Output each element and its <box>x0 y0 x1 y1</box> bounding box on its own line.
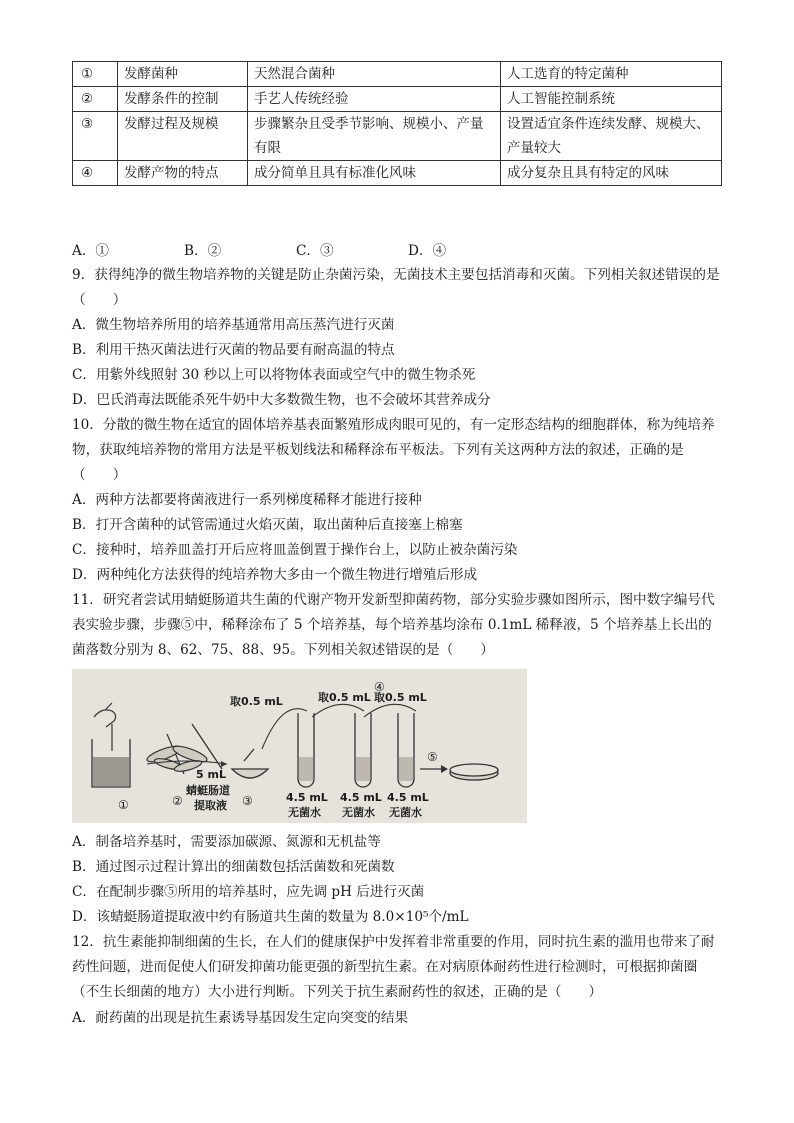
q10-option-c: C．接种时，培养皿盖打开后应将皿盖倒置于操作台上，以防止被杂菌污染 <box>72 542 518 558</box>
fermentation-comparison-table <box>72 61 722 186</box>
q8-options <box>72 239 446 263</box>
option-a: A．① <box>72 243 110 259</box>
row-number: ② <box>73 87 118 112</box>
traditional-cell: 步骤繁杂且受季节影响、规模小、产量有限 <box>248 112 501 161</box>
test-tube-icon <box>355 713 371 787</box>
step-1-label: ① <box>118 798 129 812</box>
q10-stem: 10．分散的微生物在适宜的固体培养基表面繁殖形成肉眼可见的，有一定形态结构的细胞群体，称为纯培养物，获取纯培养物的常用方法是平板划线法和稀释涂布平板法。下列有关这两种方法的叙述，正确的是（ ） <box>72 417 715 483</box>
q11-option-d: D．该蜻蜓肠道提取液中约有肠道共生菌的数量为 8.0×10⁵个/mL <box>72 909 469 925</box>
q10-option-b: B．打开含菌种的试管需通过火焰灭菌，取出菌种后直接塞上棉塞 <box>72 517 463 533</box>
option-d: D．④ <box>408 243 447 259</box>
q9-option-b: B．利用干热灭菌法进行灭菌的物品要有耐高温的特点 <box>72 342 395 358</box>
transfer-label-2: 取0.5 mL <box>318 691 371 704</box>
table-row <box>73 87 722 112</box>
petri-dish-icon <box>450 764 498 780</box>
extract-label-line2: 提取液 <box>194 799 227 812</box>
row-number: ③ <box>73 112 118 161</box>
transfer-label-3: 取0.5 mL <box>374 691 427 704</box>
modern-cell: 设置适宜条件连续发酵、规模大、产量较大 <box>501 112 722 161</box>
step-5-label: ⑤ <box>427 750 438 764</box>
table-row <box>73 112 722 161</box>
experiment-figure <box>72 669 527 823</box>
q11-option-a: A．制备培养基时，需要添加碳源、氮源和无机盐等 <box>72 834 381 850</box>
tube-water-label: 无菌水 <box>342 806 375 819</box>
option-b: B．② <box>184 243 222 259</box>
row-item: 发酵条件的控制 <box>118 87 248 112</box>
table-row <box>73 161 722 186</box>
step-4-label: ④ <box>374 680 385 694</box>
tube-water-label: 无菌水 <box>288 806 321 819</box>
traditional-cell: 天然混合菌种 <box>248 62 501 87</box>
row-number: ④ <box>73 161 118 186</box>
row-item: 发酵菌种 <box>118 62 248 87</box>
q10-option-d: D．两种纯化方法获得的纯培养物大多由一个微生物进行增殖后形成 <box>72 567 478 583</box>
modern-cell: 人工选育的特定菌种 <box>501 62 722 87</box>
q12-option-a: A．耐药菌的出现是抗生素诱导基因发生定向突变的结果 <box>72 1010 409 1026</box>
table-row <box>73 62 722 87</box>
row-item: 发酵过程及规模 <box>118 112 248 161</box>
mortar-icon <box>232 749 268 778</box>
tube-volume-label: 4.5 mL <box>286 791 328 804</box>
modern-cell: 成分复杂且具有特定的风味 <box>501 161 722 186</box>
q11-stem: 11．研究者尝试用蜻蜓肠道共生菌的代谢产物开发新型抑菌药物，部分实验步骤如图所示，图中数字编号代表实验步骤，步骤⑤中，稀释涂布了 5 个培养基，每个培养基均涂布 0.1mL 稀释液，5 个培养基上长出的菌落数分别为 8、62、75、88、95。下列相关叙述错误的是（ ） <box>72 592 715 658</box>
beaker-icon <box>92 739 130 787</box>
extract-label-line1: 蜻蜓肠道 <box>186 784 230 797</box>
dilution-diagram <box>72 669 527 823</box>
step-2-label: ② <box>172 794 183 808</box>
row-number: ① <box>73 62 118 87</box>
extract-volume-label: 5 mL <box>196 768 226 781</box>
hand-illustration <box>94 703 116 727</box>
tube-volume-label: 4.5 mL <box>387 791 429 804</box>
traditional-cell: 成分简单且具有标准化风味 <box>248 161 501 186</box>
q9-option-d: D．巴氏消毒法既能杀死牛奶中大多数微生物，也不会破坏其营养成分 <box>72 392 491 408</box>
row-item: 发酵产物的特点 <box>118 161 248 186</box>
test-tube-icon <box>298 713 314 787</box>
q9-stem: 9．获得纯净的微生物培养物的关键是防止杂菌污染，无菌技术主要包括消毒和灭菌。下列相关叙述错误的是（ ） <box>72 267 720 308</box>
option-c: C．③ <box>296 243 334 259</box>
q10-option-a: A．两种方法都要将菌液进行一系列梯度稀释才能进行接种 <box>72 492 422 508</box>
transfer-label-1: 取0.5 mL <box>230 695 283 708</box>
q12-stem: 12．抗生素能抑制细菌的生长，在人们的健康保护中发挥着非常重要的作用，同时抗生素的滥用也带来了耐药性问题，进而促使人们研发抑菌功能更强的新型抗生素。在对病原体耐药性进行检测时，可根据抑菌圈（不生长细菌的地方）大小进行判断。下列关于抗生素耐药性的叙述，正确的是（ ） <box>72 934 715 1000</box>
q11-option-b: B．通过图示过程计算出的细菌数包括活菌数和死菌数 <box>72 859 395 875</box>
q11-option-c: C．在配制步骤⑤所用的培养基时，应先调 pH 后进行灭菌 <box>72 884 425 900</box>
q9-option-c: C．用紫外线照射 30 秒以上可以将物体表面或空气中的微生物杀死 <box>72 367 476 383</box>
traditional-cell: 手艺人传统经验 <box>248 87 501 112</box>
step-3-label: ③ <box>242 794 253 808</box>
test-tube-icon <box>398 713 414 787</box>
modern-cell: 人工智能控制系统 <box>501 87 722 112</box>
q9-option-a: A．微生物培养所用的培养基通常用高压蒸汽进行灭菌 <box>72 317 395 333</box>
tube-water-label: 无菌水 <box>389 806 422 819</box>
tube-volume-label: 4.5 mL <box>340 791 382 804</box>
